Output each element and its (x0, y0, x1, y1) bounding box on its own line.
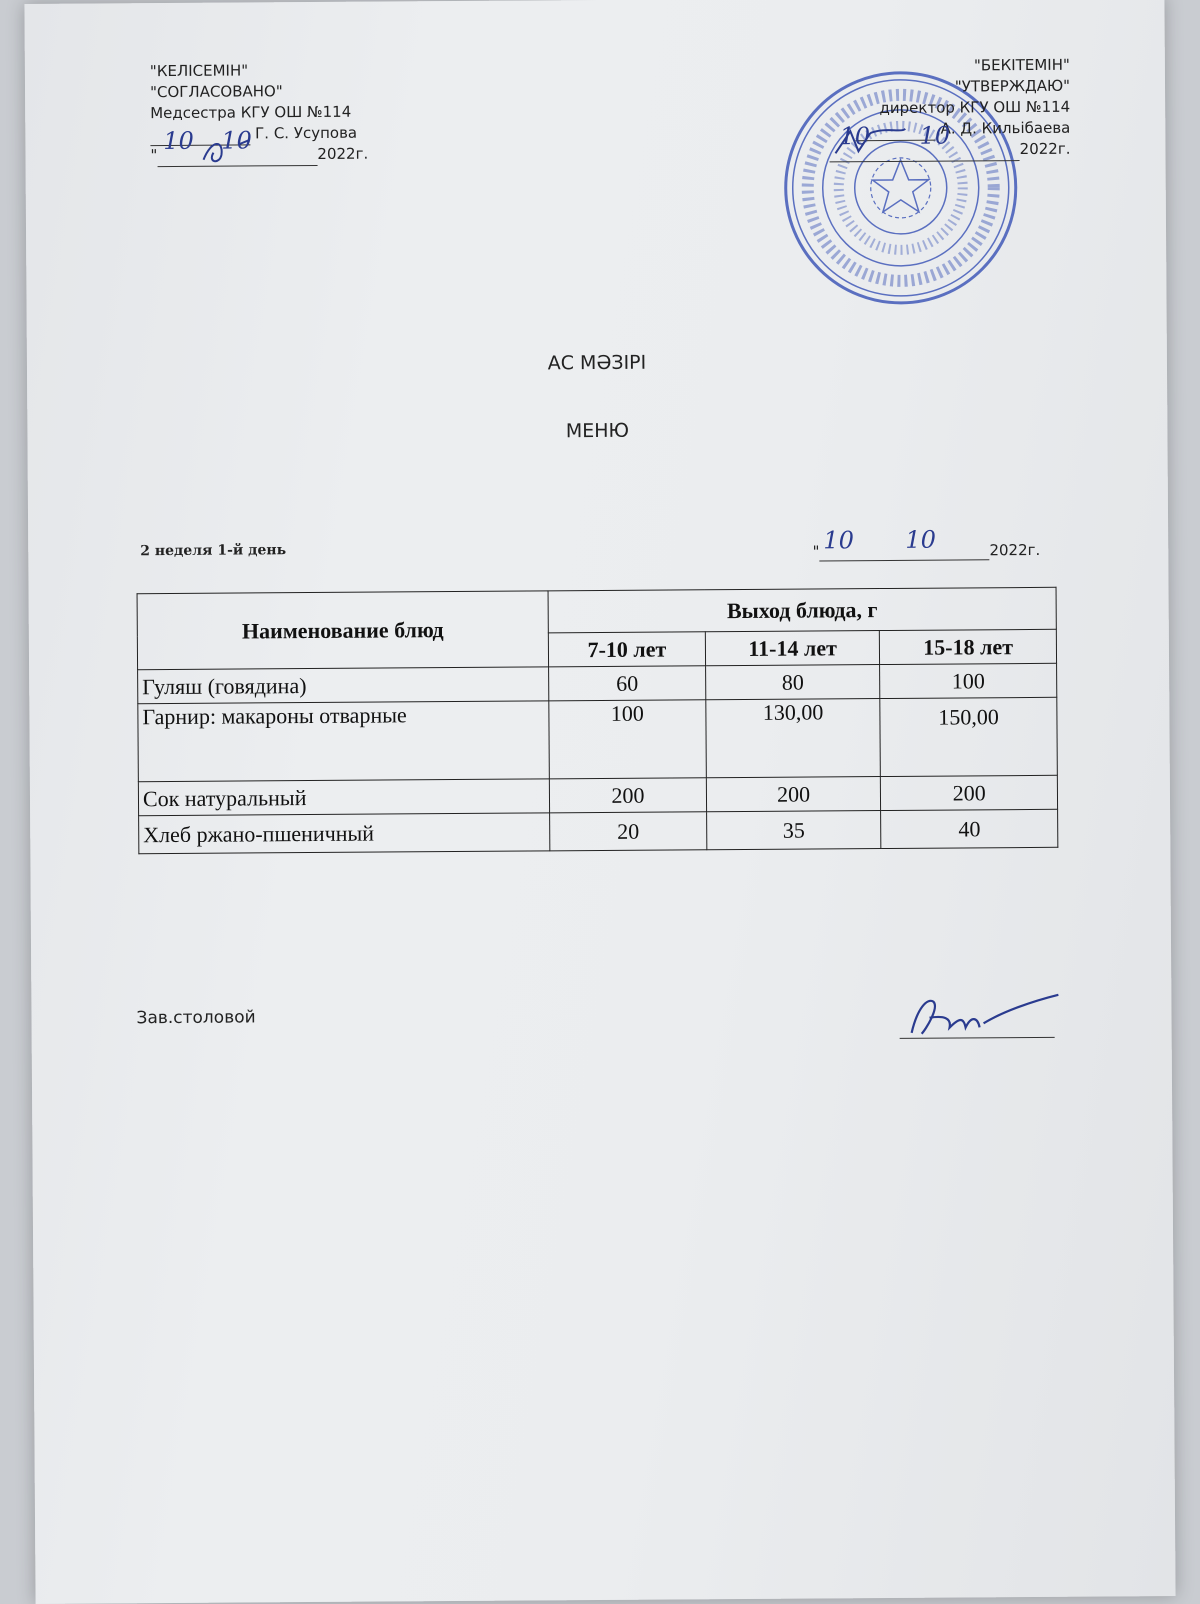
footer-label: Зав.столовой (136, 1007, 256, 1029)
date-quote: " (812, 542, 820, 561)
approval-left-position: Медсестра КГУ ОШ №114 (150, 102, 352, 123)
document-sheet (24, 0, 1175, 1604)
dish-yield: 150,00 (880, 697, 1057, 776)
handwritten-day: 10 (839, 122, 871, 151)
dish-yield: 20 (550, 812, 707, 851)
handwritten-month: 10 (221, 126, 252, 155)
nurse-signature (193, 134, 263, 169)
dish-yield: 40 (881, 809, 1058, 848)
table-header-row (137, 587, 1056, 635)
menu-date (812, 525, 1041, 562)
dish-yield: 100 (549, 700, 706, 779)
approval-right-kz: "БЕКІТЕМІН" (973, 55, 1070, 75)
dish-yield: 35 (707, 811, 882, 850)
director-signature (830, 123, 910, 164)
dish-name: Сок натуральный (138, 779, 549, 816)
dish-yield: 100 (880, 663, 1057, 698)
canteen-head-signature (903, 987, 1063, 1048)
title-kz: АС МӘЗІРІ (547, 351, 647, 375)
menu-table (137, 587, 1059, 854)
handwritten-month: 10 (905, 525, 937, 554)
dish-name: Хлеб ржано-пшеничный (139, 813, 550, 854)
table-row (139, 809, 1058, 853)
approval-left-ru: "СОГЛАСОВАНО" (149, 82, 283, 102)
date-year: 2022г. (989, 540, 1041, 560)
dish-name: Гуляш (говядина) (138, 667, 549, 704)
header-age-group: 11-14 лет (705, 631, 880, 666)
header-yield: Выход блюда, г (548, 587, 1056, 633)
date-year: 2022г. (1019, 139, 1071, 159)
handwritten-day: 10 (823, 526, 855, 555)
handwritten-day: 10 (163, 126, 194, 156)
dish-yield: 80 (706, 665, 881, 700)
dish-name: Гарнир: макароны отварные (138, 701, 550, 782)
date-quote: " (150, 146, 158, 165)
approval-right-ru: "УТВЕРЖДАЮ" (954, 76, 1071, 96)
handwritten-month: 10 (919, 121, 951, 150)
date-year: 2022г. (317, 144, 369, 163)
dish-yield: 60 (549, 666, 706, 701)
week-day-label: 2 неделя 1-й день (140, 542, 287, 560)
approval-left-name: Г. С. Усупова (255, 123, 358, 143)
approval-right-position: директор КГУ ОШ №114 (879, 97, 1071, 118)
dish-yield: 200 (881, 775, 1058, 810)
header-age-group: 7-10 лет (548, 632, 705, 667)
dish-yield: 200 (706, 777, 881, 812)
header-dish-name: Наименование блюд (137, 591, 549, 670)
dish-yield: 200 (549, 778, 706, 813)
approval-left-kz: "КЕЛІСЕМІН" (149, 61, 249, 81)
title-ru: МЕНЮ (565, 419, 630, 443)
approval-right-name: А. Д. Кильібаева (940, 118, 1071, 138)
header-age-group: 15-18 лет (880, 629, 1057, 664)
table-row (138, 697, 1058, 781)
date-blank (819, 525, 989, 561)
dish-yield: 130,00 (706, 699, 881, 778)
